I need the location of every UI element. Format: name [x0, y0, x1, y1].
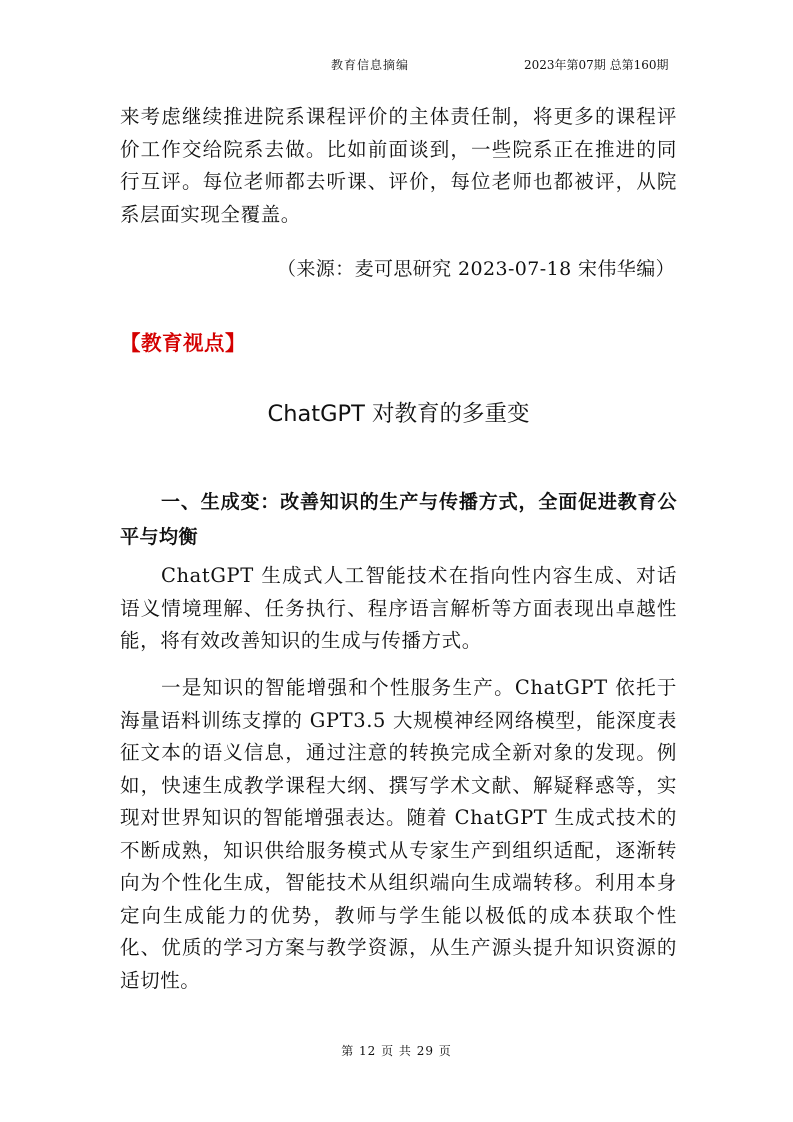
body-paragraph: ChatGPT 生成式人工智能技术在指向性内容生成、对话语义情境理解、任务执行、程序语言解析等方面表现出卓越性能，将有效改善知识的生成与传播方式。 — [120, 564, 677, 652]
body-paragraph: 一是知识的智能增强和个性服务生产。ChatGPT 依托于海量语料训练支撑的 GPT3.5 大规模神经网络模型，能深度表征文本的语义信息，通过注意的转换完成全新对象的发现。例如，快速生成教学课程大纲、撰写学术文献、解疑释惑等，实现对世界知识的智能增强表达。随着 ChatGPT 生成式技术的不断成熟，知识供给服务模式从专家生产到组织适配，逐渐转向为个性化生成，智能技术从组织端向生成端转移。利用本身定向生成能力的优势，教师与学生能以极低的成本获取个性化、优质的学习方案与教学资源，从生产源头提升知识资源的适切性。 — [120, 676, 677, 992]
page-number: 第 12 页 共 29 页 — [341, 1044, 452, 1058]
intro-paragraph: 来考虑继续推进院系课程评价的主体责任制，将更多的课程评价工作交给院系去做。比如前面谈到，一些院系正在推进的同行互评。每位老师都去听课、评价，每位老师也都被评，从院系层面实现全覆盖。 — [120, 105, 677, 226]
section-tag: 【教育视点】 — [120, 331, 246, 355]
article-title: ChatGPT 对教育的多重变 — [267, 401, 530, 427]
journal-name: 教育信息摘编 — [331, 58, 410, 72]
section-heading: 一、生成变：改善知识的生产与传播方式，全面促进教育公平与均衡 — [120, 491, 677, 548]
issue-number: 2023年第07期 总第160期 — [524, 58, 669, 72]
source-line: （来源：麦可思研究 2023-07-18 宋伟华编） — [276, 258, 675, 280]
header-divider — [120, 80, 675, 81]
